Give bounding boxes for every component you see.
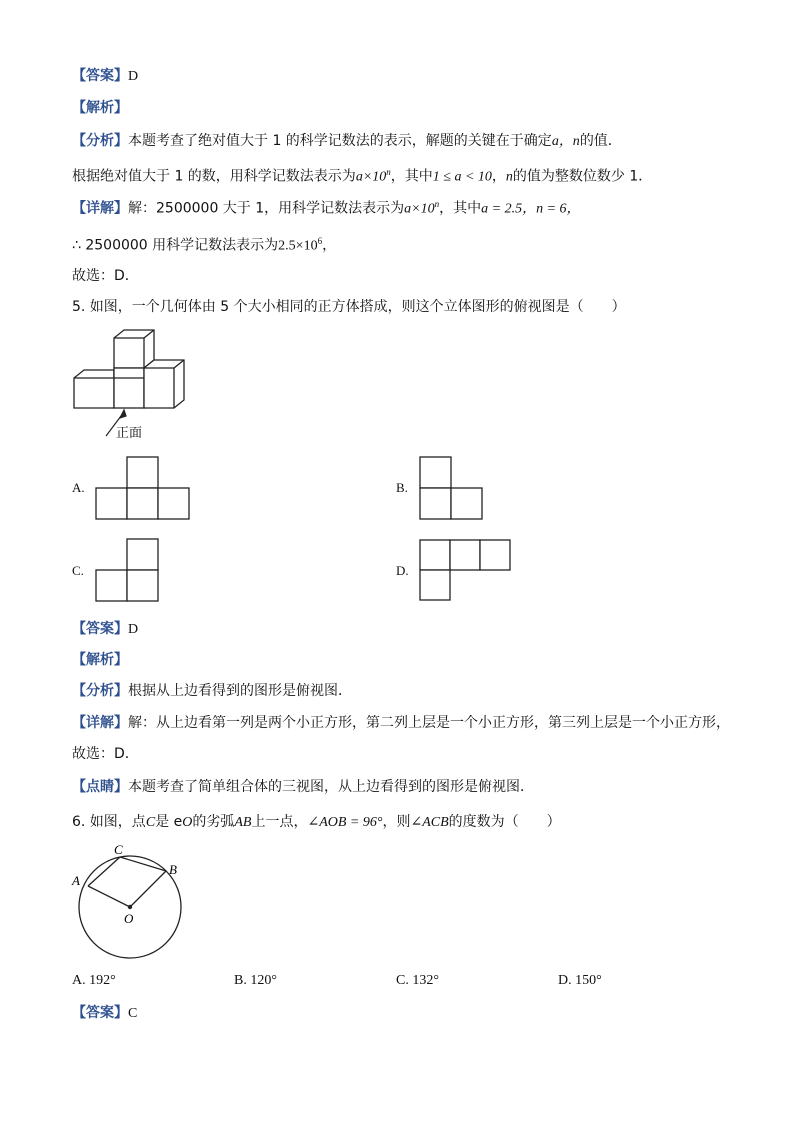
result-end: ， bbox=[322, 237, 337, 254]
q6-stem-b: 是 e bbox=[155, 814, 183, 830]
q4-detail-line bbox=[72, 194, 581, 220]
q4-choose-line bbox=[72, 266, 139, 286]
answer-value: D bbox=[128, 69, 139, 84]
q6-stem-d: 上一点， bbox=[251, 814, 308, 830]
fenxi-vars: a，n bbox=[551, 134, 580, 149]
choose-text: 故选：D． bbox=[72, 746, 139, 762]
answer-value: D bbox=[128, 622, 139, 637]
q6-stem-f: 的度数为（ ） bbox=[448, 814, 561, 830]
q6-stem-a: 6. 如图，点 bbox=[72, 814, 146, 830]
rule-range: 1 ≤ a < 10 bbox=[432, 169, 492, 185]
dianjing-tag: 【点睛】 bbox=[72, 779, 128, 795]
rule-b: ，其中 bbox=[390, 168, 433, 185]
label-a: A bbox=[72, 873, 80, 888]
detail-expr: a×10 bbox=[404, 201, 435, 217]
rule-exp: n bbox=[386, 167, 391, 177]
q5-option-d-label: D. bbox=[396, 563, 409, 578]
q6-stem-c: 的劣弧 bbox=[192, 814, 235, 830]
center-point bbox=[128, 905, 132, 909]
front-label: 正面 bbox=[116, 426, 143, 441]
q6-stem-acb: ∠ACB bbox=[410, 815, 449, 830]
fenxi-text: 根据从上边看得到的图形是俯视图． bbox=[128, 683, 352, 699]
q4-answer-line bbox=[72, 66, 138, 87]
rule-a: 根据绝对值大于 1 的数，用科学记数法表示为 bbox=[72, 168, 356, 185]
answer-value: C bbox=[128, 1006, 138, 1021]
fenxi-text: 本题考查了绝对值大于 1 的科学记数法的表示，解题的关键在于确定 bbox=[128, 133, 552, 149]
segment-ao bbox=[88, 886, 130, 907]
result-exp: 6 bbox=[317, 236, 323, 246]
q6-stem bbox=[72, 812, 561, 833]
q5-option-c-label: C. bbox=[72, 563, 84, 578]
q5-analysis-line bbox=[72, 650, 128, 670]
fenxi-tag: 【分析】 bbox=[72, 683, 128, 699]
q6-option-a[interactable]: A. 192° bbox=[72, 973, 116, 988]
q5-option-b-figure[interactable] bbox=[418, 455, 484, 521]
q6-option-d[interactable]: D. 150° bbox=[558, 973, 602, 988]
answer-tag: 【答案】 bbox=[72, 621, 128, 637]
q6-option-b[interactable]: B. 120° bbox=[234, 973, 277, 988]
detail-tag: 【详解】 bbox=[72, 200, 128, 217]
q5-dianjing-line bbox=[72, 777, 534, 797]
therefore-text: ∴ 2500000 用科学记数法表示为 bbox=[72, 237, 279, 254]
q4-fenxi-line bbox=[72, 131, 622, 152]
detail-vals: a = 2.5，n = 6， bbox=[481, 201, 581, 217]
result-base: 2.5×10 bbox=[278, 238, 318, 254]
q5-fenxi-line bbox=[72, 681, 352, 701]
rule-n: n bbox=[505, 169, 513, 185]
q5-option-c-figure[interactable] bbox=[94, 537, 160, 603]
fenxi-tag: 【分析】 bbox=[72, 133, 128, 149]
rule-d: 的值为整数位数少 1． bbox=[512, 168, 653, 185]
detail-a: 解：2500000 大于 1，用科学记数法表示为 bbox=[128, 200, 405, 217]
segment-cb bbox=[120, 857, 166, 871]
circle-figure bbox=[68, 840, 188, 962]
q5-option-a-label: A. bbox=[72, 480, 85, 495]
q6-stem-c-var: C bbox=[145, 815, 156, 830]
label-c: C bbox=[114, 842, 123, 857]
analysis-tag: 【解析】 bbox=[72, 652, 128, 668]
q4-analysis-line bbox=[72, 98, 128, 118]
analysis-tag: 【解析】 bbox=[72, 100, 128, 116]
choose-text: 故选：D． bbox=[72, 268, 139, 284]
q6-stem-angle: ∠AOB = 96° bbox=[307, 815, 383, 830]
dianjing-text: 本题考查了简单组合体的三视图，从上边看得到的图形是俯视图． bbox=[128, 779, 534, 795]
detail-exp: n bbox=[434, 199, 440, 209]
label-b: B bbox=[169, 862, 177, 877]
detail-text: 解：从上边看第一列是两个小正方形，第二列上层是一个小正方形，第三列上层是一个小正方形， bbox=[128, 715, 730, 731]
q4-therefore-line bbox=[72, 231, 336, 257]
q6-stem-arc: AB bbox=[234, 815, 252, 830]
q5-option-d-figure[interactable] bbox=[418, 538, 514, 604]
q5-choose-line bbox=[72, 744, 139, 764]
q6-stem-e: ，则 bbox=[382, 814, 411, 830]
detail-b: ，其中 bbox=[439, 200, 482, 217]
q5-option-b-label: B. bbox=[396, 480, 408, 495]
q6-stem-o-var: O bbox=[182, 815, 193, 830]
q5-stem bbox=[72, 297, 626, 317]
answer-tag: 【答案】 bbox=[72, 1005, 128, 1021]
rule-expr: a×10 bbox=[355, 169, 387, 185]
answer-tag: 【答案】 bbox=[72, 68, 128, 84]
q5-answer-line bbox=[72, 619, 138, 640]
fenxi-end: 的值． bbox=[579, 133, 622, 149]
label-o: O bbox=[124, 911, 134, 926]
q5-stem-text: 5. 如图，一个几何体由 5 个大小相同的正方体搭成，则这个立体图形的俯视图是（ ） bbox=[72, 299, 626, 315]
segment-ob bbox=[130, 871, 166, 907]
q5-option-a-figure[interactable] bbox=[94, 455, 192, 521]
q6-option-c[interactable]: C. 132° bbox=[396, 973, 439, 988]
q6-answer-line bbox=[72, 1003, 137, 1024]
q4-rule-line bbox=[72, 162, 652, 188]
q5-detail-line bbox=[72, 713, 730, 733]
rule-c: ， bbox=[491, 168, 506, 185]
detail-tag: 【详解】 bbox=[72, 715, 128, 731]
